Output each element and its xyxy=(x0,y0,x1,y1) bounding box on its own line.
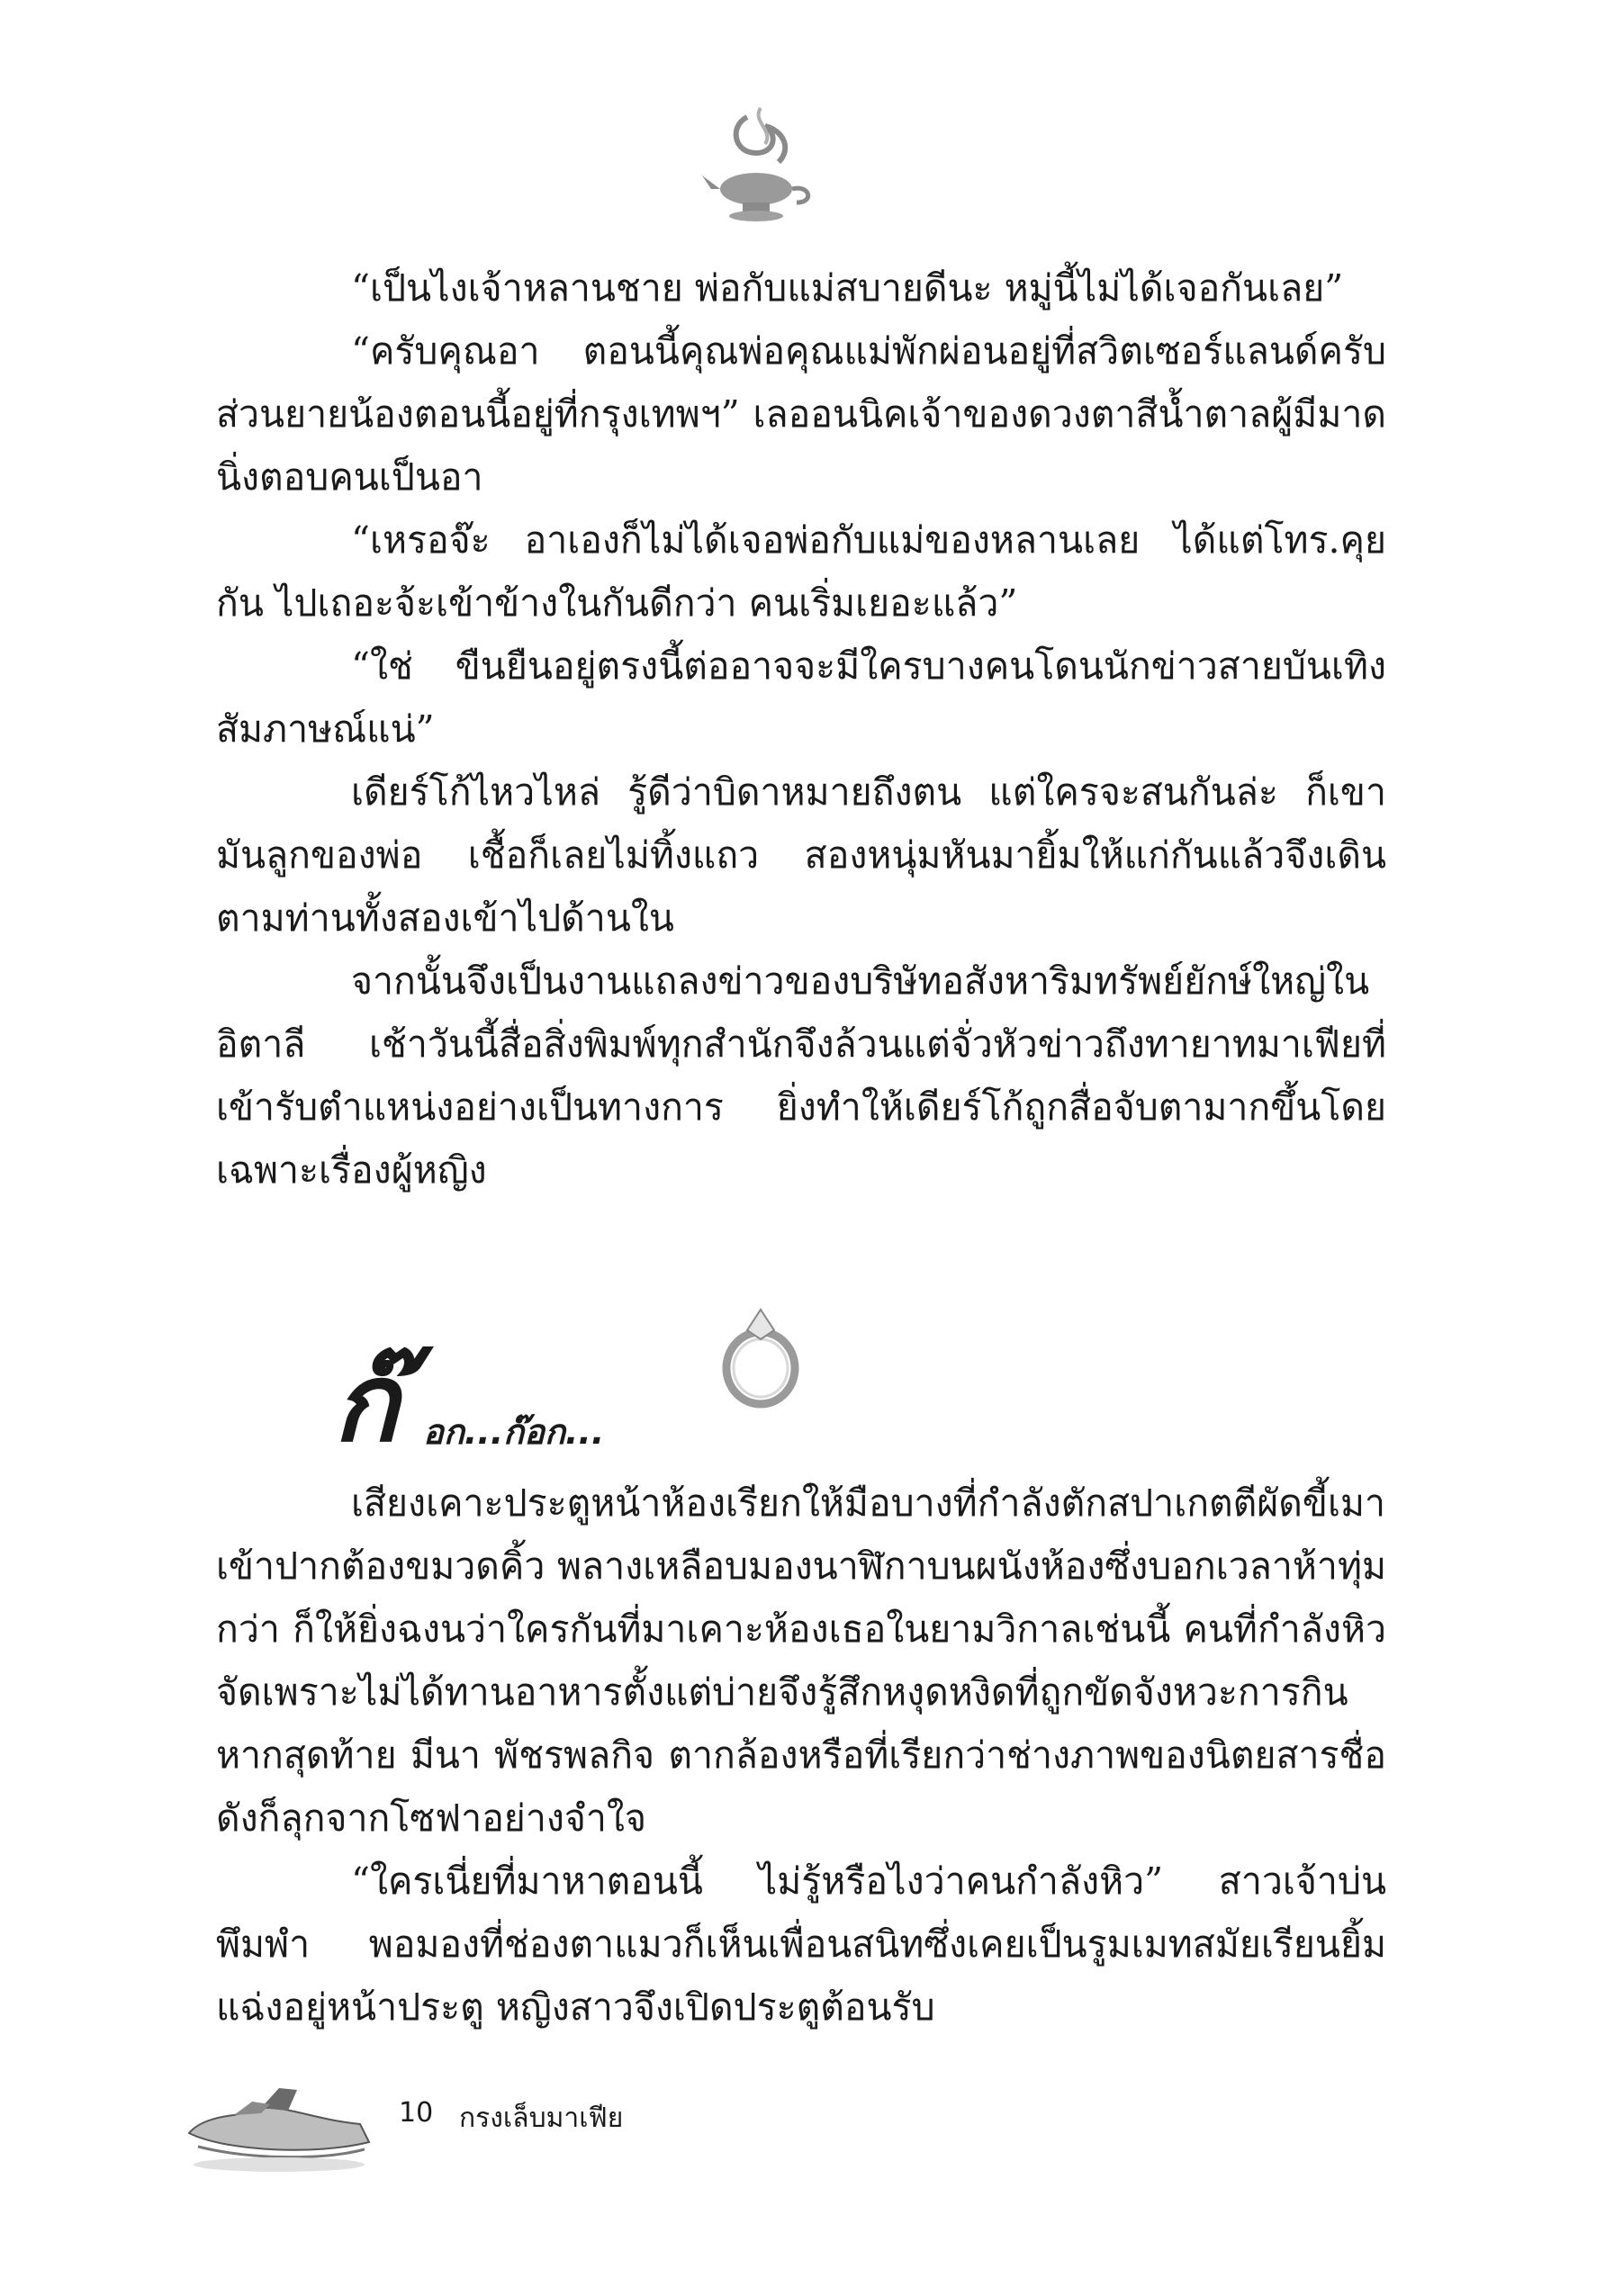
paragraph: จากนั้นจึงเป็นงานแถลงข่าวของบริษัทอสังหาริมทรัพย์ยักษ์ใหญ่ในอิตาลี เช้าวันนี้สื่อสิ่งพิมพ์ทุกสำนักจึงล้วนแต่จั่วหัวข่าวถึงทายาทมาเฟียที่เข้ารับตำแหน่งอย่างเป็นทางการ ยิ่งทำให้เดียร์โก้ถูกสื่อจับตามากขึ้นโดยเฉพาะเรื่องผู้หญิง xyxy=(216,959,1386,1192)
genie-lamp-icon xyxy=(693,99,828,234)
text-block-2 xyxy=(216,1472,1386,2039)
paragraph: “เป็นไงเจ้าหลานชาย พ่อกับแม่สบายดีนะ หมู่นี้ไม่ได้เจอกันเลย” xyxy=(351,266,1344,310)
text-block-1 xyxy=(216,257,1386,1202)
paragraph: เสียงเคาะประตูหน้าห้องเรียกให้มือบางที่กำลังตักสปาเกตตีผัดขี้เมาเข้าปากต้องขมวดคิ้ว พลางเหลือบมองนาฬิกาบนผนังห้องซึ่งบอกเวลาห้าทุ่มกว่า ก็ให้ยิ่งฉงนว่าใครกันที่มาเคาะห้องเธอในยามวิกาลเช่นนี้ คนที่กำลังหิวจัดเพราะไม่ได้ทานอาหารตั้งแต่บ่ายจึงรู้สึกหงุดหงิดที่ถูกขัดจังหวะการกิน หากสุดท้าย มีนา พัชรพลกิจ ตากล้องหรือที่เรียกว่าช่างภาพของนิตยสารชื่อดังก็ลุกจากโซฟาอย่างจำใจ xyxy=(216,1481,1386,1840)
paragraph: “ครับคุณอา ตอนนี้คุณพ่อคุณแม่พักผ่อนอยู่ที่สวิตเซอร์แลนด์ครับ ส่วนยายน้องตอนนี้อยู่ที่กรุงเทพฯ” เลออนนิคเจ้าของดวงตาสีน้ำตาลผู้มีมาดนิ่งตอบคนเป็นอา xyxy=(216,329,1386,499)
page-number: 10 xyxy=(399,2097,434,2129)
diamond-ring-icon xyxy=(711,1296,810,1413)
jet-ski-icon xyxy=(180,2070,378,2178)
drop-cap-letter: ก๊ xyxy=(333,1341,399,1466)
drop-cap-rest: อก...ก๊อก... xyxy=(423,1412,605,1452)
paragraph: “ใช่ ขืนยืนอยู่ตรงนี้ต่ออาจจะมีใครบางคนโดนนักข่าวสายบันเทิงสัมภาษณ์แน่” xyxy=(216,644,1386,751)
book-title: กรงเล็บมาเฟีย xyxy=(459,2102,624,2134)
paragraph: “เหรอจ๊ะ อาเองก็ไม่ได้เจอพ่อกับแม่ของหลานเลย ได้แต่โทร.คุยกัน ไปเถอะจ้ะเข้าข้างในกันดีกว่า คนเริ่มเยอะแล้ว” xyxy=(216,518,1386,625)
paragraph: เดียร์โก้ไหวไหล่ รู้ดีว่าบิดาหมายถึงตน แต่ใครจะสนกันล่ะ ก็เขามันลูกของพ่อ เชื้อก็เลยไม่ทิ้งแถว สองหนุ่มหันมายิ้มให้แก่กันแล้วจึงเดินตามท่านทั้งสองเข้าไปด้านใน xyxy=(216,770,1386,940)
paragraph: “ใครเนี่ยที่มาหาตอนนี้ ไม่รู้หรือไงว่าคนกำลังหิว” สาวเจ้าบ่นพึมพำ พอมองที่ช่องตาแมวก็เห็นเพื่อนสนิทซึ่งเคยเป็นรูมเมทสมัยเรียนยิ้มแฉ่งอยู่หน้าประตู หญิงสาวจึงเปิดประตูต้อนรับ xyxy=(216,1859,1386,2029)
